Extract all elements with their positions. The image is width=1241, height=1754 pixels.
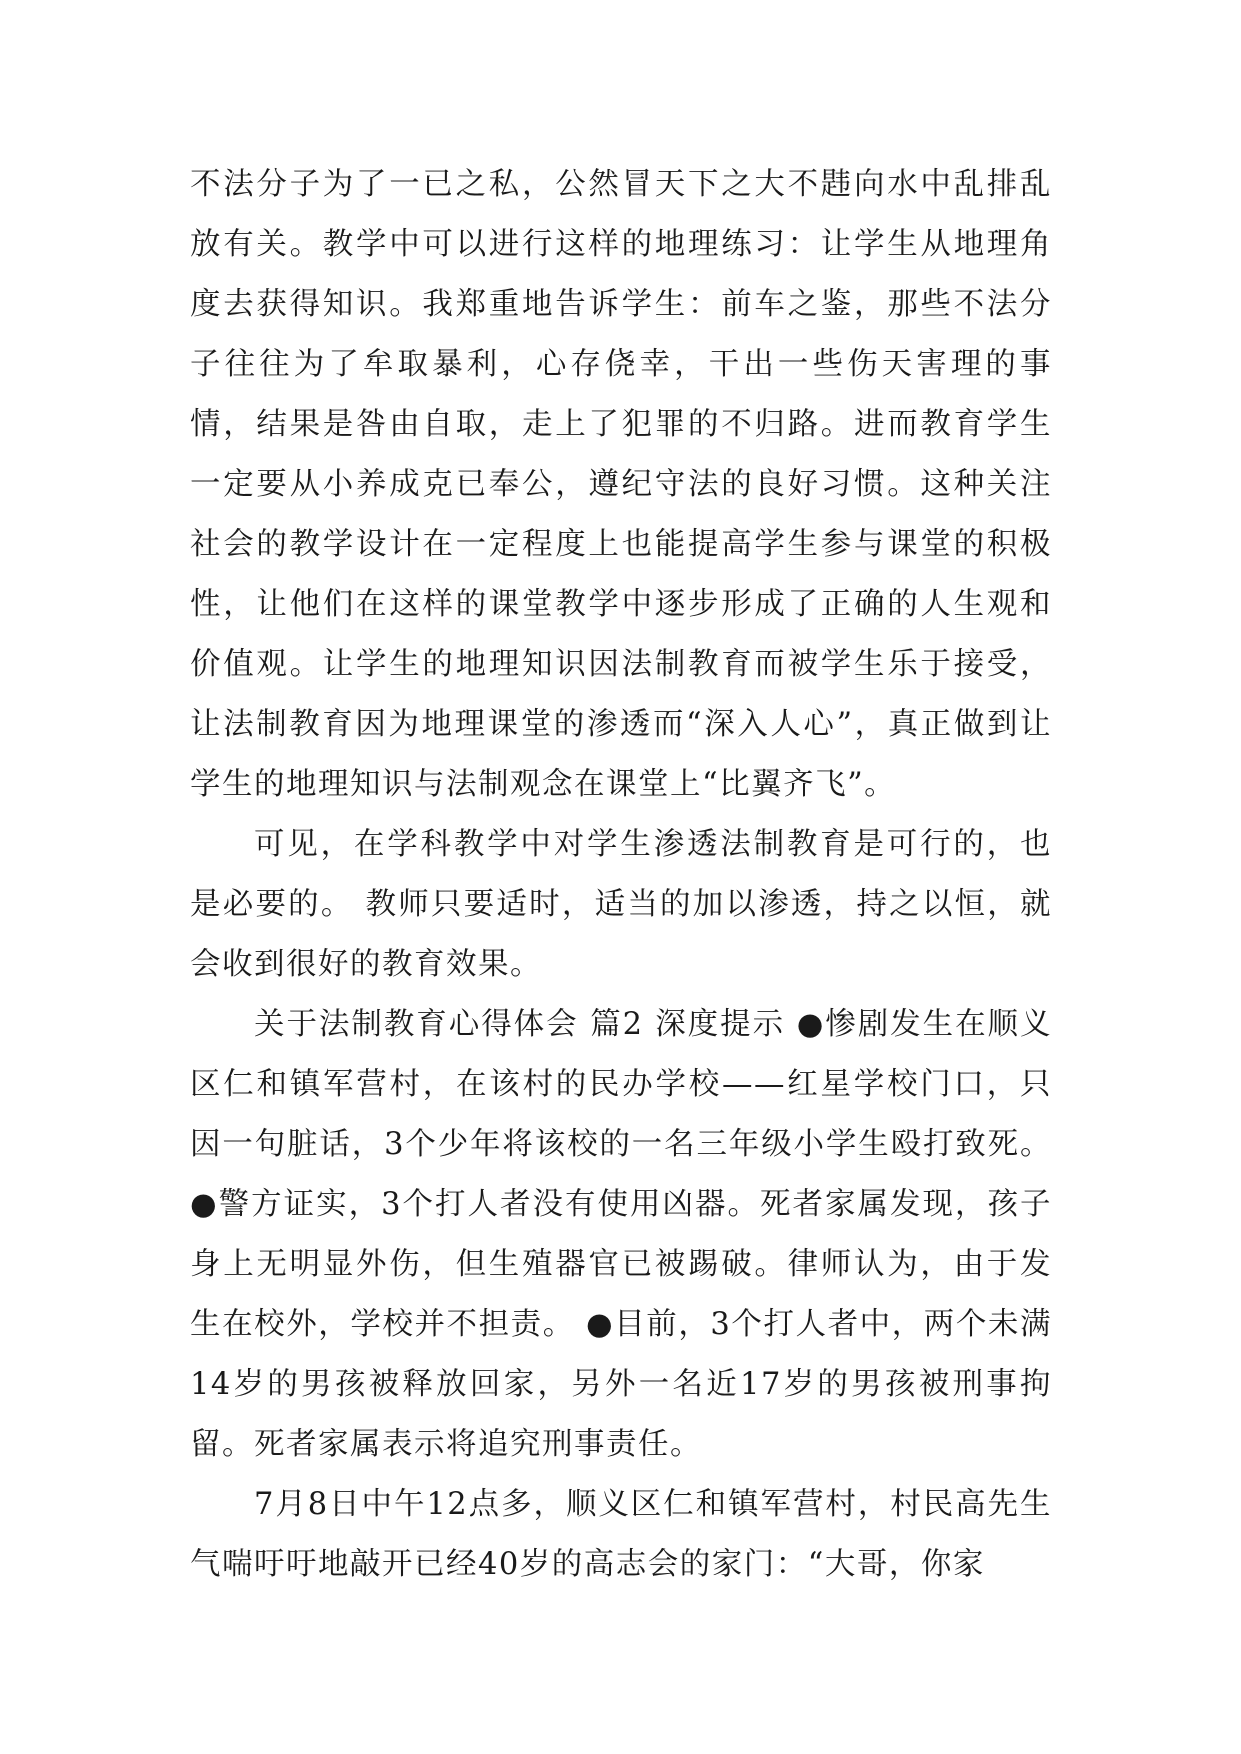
paragraph-1: 不法分子为了一已之私，公然冒天下之大不韪向水中乱排乱放有关。教学中可以进行这样的地理练习：让学生从地理角度去获得知识。我郑重地告诉学生：前车之鉴，那些不法分子往往为了牟取暴利，心存侥幸，干出一些伤天害理的事情，结果是咎由自取，走上了犯罪的不归路。进而教育学生一定要从小养成克已奉公，遵纪守法的良好习惯。这种关注社会的教学设计在一定程度上也能提高学生参与课堂的积极性，让他们在这样的课堂教学中逐步形成了正确的人生观和价值观。让学生的地理知识因法制教育而被学生乐于接受，让法制教育因为地理课堂的渗透而“深入人心”，真正做到让学生的地理知识与法制观念在课堂上“比翼齐飞”。 bbox=[190, 167, 1052, 802]
document-body bbox=[190, 155, 1052, 1595]
paragraph-2: 可见，在学科教学中对学生渗透法制教育是可行的，也是必要的。 教师只要适时，适当的加以渗透，持之以恒，就会收到很好的教育效果。 bbox=[190, 827, 1052, 982]
paragraph-4: 7月8日中午12点多，顺义区仁和镇军营村，村民高先生气喘吁吁地敲开已经40岁的高志会的家门：“大哥，你家 bbox=[190, 1487, 1052, 1582]
paragraph-3: 关于法制教育心得体会 篇2 深度提示 ●惨剧发生在顺义区仁和镇军营村，在该村的民办学校——红星学校门口，只因一句脏话，3个少年将该校的一名三年级小学生殴打致死。 ●警方证实，3个打人者没有使用凶器。死者家属发现，孩子身上无明显外伤，但生殖器官已被踢破。律师认为，由于发生在校外，学校并不担责。 ●目前，3个打人者中，两个未满14岁的男孩被释放回家，另外一名近17岁的男孩被刑事拘留。死者家属表示将追究刑事责任。 bbox=[190, 1007, 1052, 1462]
